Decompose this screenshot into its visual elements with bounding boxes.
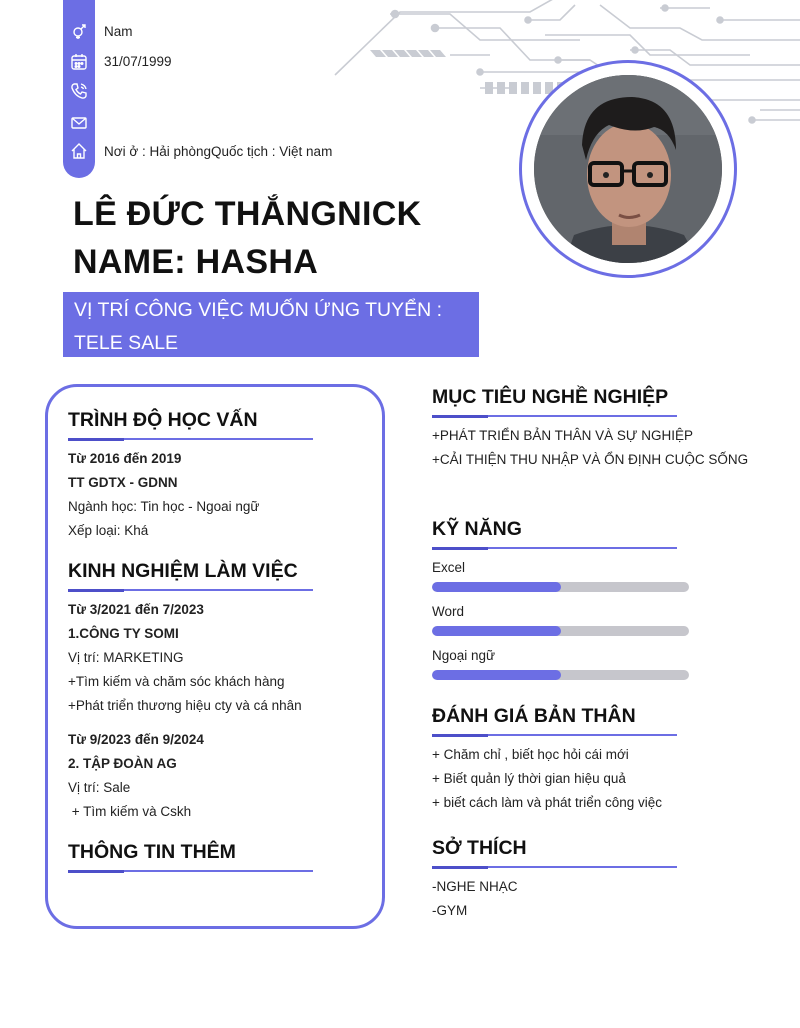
job-role: Vị trí: Sale xyxy=(68,780,131,795)
education-divider xyxy=(68,438,313,440)
skill-bar xyxy=(432,670,689,680)
desired-position: VỊ TRÍ CÔNG VIỆC MUỐN ỨNG TUYỂN : TELE SALE xyxy=(63,292,479,357)
education-grade: Xếp loại: Khá xyxy=(68,523,149,538)
gender-icon xyxy=(70,22,88,40)
job-company: 2. TẬP ĐOÀN AG xyxy=(68,756,177,771)
education-title: TRÌNH ĐỘ HỌC VẤN xyxy=(68,409,258,431)
self-assessment-item: + Chăm chỉ , biết học hỏi cái mới xyxy=(432,747,629,762)
objective-title: MỤC TIÊU NGHỀ NGHIỆP xyxy=(432,386,669,408)
objective-item: +PHÁT TRIỂN BẢN THÂN VÀ SỰ NGHIỆP xyxy=(432,428,693,443)
avatar xyxy=(534,75,722,263)
skill-bar xyxy=(432,626,689,636)
skills-title: KỸ NĂNG xyxy=(432,518,522,540)
self-assessment-item: + Biết quản lý thời gian hiệu quả xyxy=(432,771,626,786)
objective-divider xyxy=(432,415,677,417)
objective-item: +CẢI THIỆN THU NHẬP VÀ ỔN ĐỊNH CUỘC SỐNG xyxy=(432,452,749,467)
self-assessment-divider xyxy=(432,734,677,736)
hobbies-divider xyxy=(432,866,677,868)
skill-name: Excel xyxy=(432,560,466,575)
experience-divider xyxy=(68,589,313,591)
mail-icon xyxy=(70,114,88,132)
job-task: +Tìm kiếm và chăm sóc khách hàng xyxy=(68,674,285,689)
skill-level xyxy=(432,670,561,680)
job-period: Từ 9/2023 đến 9/2024 xyxy=(68,732,204,747)
skills-divider xyxy=(432,547,677,549)
skill-bar xyxy=(432,582,689,592)
skill-name: Ngoại ngữ xyxy=(432,648,496,663)
job-company: 1.CÔNG TY SOMI xyxy=(68,626,179,641)
self-assessment-title: ĐÁNH GIÁ BẢN THÂN xyxy=(432,705,636,727)
home-icon xyxy=(70,142,88,160)
hobby-item: -GYM xyxy=(432,903,468,918)
phone-icon xyxy=(70,82,88,100)
skill-level xyxy=(432,626,561,636)
hobby-item: -NGHE NHẠC xyxy=(432,879,518,894)
education-period: Từ 2016 đến 2019 xyxy=(68,451,182,466)
dob-text: 31/07/1999 xyxy=(104,54,172,69)
calendar-icon xyxy=(70,53,88,71)
job-role: Vị trí: MARKETING xyxy=(68,650,184,665)
avatar-frame xyxy=(519,60,737,278)
job-period: Từ 3/2021 đến 7/2023 xyxy=(68,602,204,617)
gender-text: Nam xyxy=(104,24,133,39)
extra-info-title: THÔNG TIN THÊM xyxy=(68,841,236,863)
education-major: Ngành học: Tin học - Ngoai ngữ xyxy=(68,499,260,514)
education-school: TT GDTX - GDNN xyxy=(68,475,178,490)
job-task: +Phát triển thương hiệu cty và cá nhân xyxy=(68,698,302,713)
self-assessment-item: + biết cách làm và phát triển công việc xyxy=(432,795,663,810)
address-text: Nơi ở : Hải phòngQuốc tịch : Việt nam xyxy=(104,144,333,159)
candidate-name: LÊ ĐỨC THẮNGNICK NAME: HASHA xyxy=(73,195,422,281)
job-task: + Tìm kiếm và Cskh xyxy=(68,804,192,819)
extra-info-divider xyxy=(68,870,313,872)
experience-title: KINH NGHIỆM LÀM VIỆC xyxy=(68,560,298,582)
hobbies-title: SỞ THÍCH xyxy=(432,837,527,859)
skill-level xyxy=(432,582,561,592)
skill-name: Word xyxy=(432,604,465,619)
